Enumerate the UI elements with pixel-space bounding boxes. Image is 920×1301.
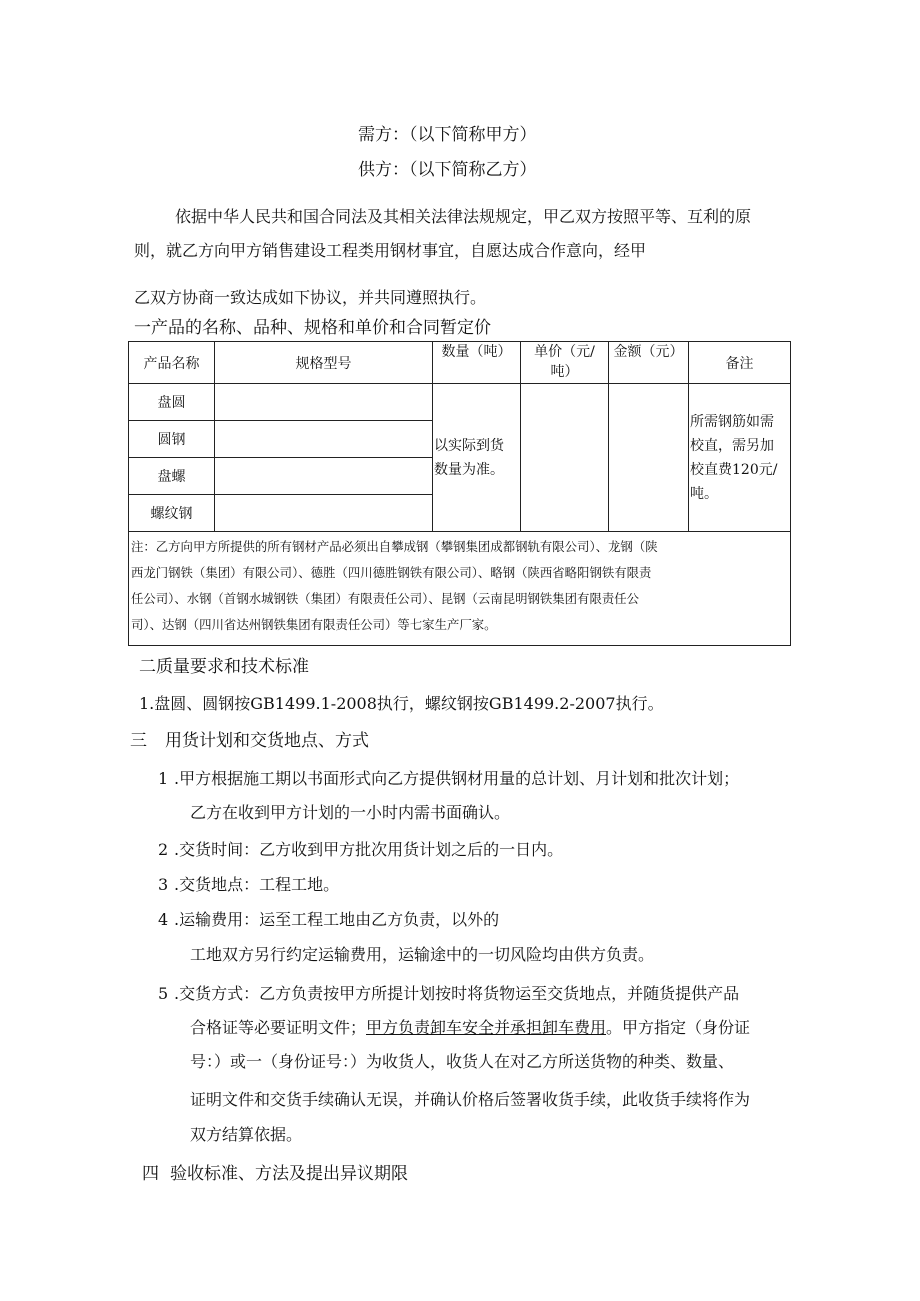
item-5-line-2-part-c: 。甲方指定（身份证 [606, 1018, 751, 1037]
intro-line-3: 乙双方协商一致达成如下协议，并共同遵照执行。 [134, 288, 487, 307]
remark-note-line-3: 校直费120元/ [690, 461, 778, 478]
product-row-name: 圆钢 [129, 421, 215, 458]
section-1-title: 一产品的名称、品种、规格和单价和合同暂定价 [134, 318, 491, 338]
buyer-line: 需方：（以下简称甲方） [358, 125, 537, 145]
section-4-number: 四 [142, 1164, 159, 1184]
remark-note-line-4: 吨。 [690, 485, 718, 502]
intro-line-2: 则，就乙方向甲方销售建设工程类用钢材事宜，自愿达成合作意向，经甲 [134, 241, 647, 260]
section-2-item-1: 1.盘圆、圆钢按GB1499.1-2008执行，螺纹钢按GB1499.2-2007执行。 [139, 694, 664, 713]
item-5-line-3: 号：）或一（身份证号：）为收货人，收货人在对乙方所送货物的种类、数量、 [190, 1052, 735, 1071]
remark-note-line-2: 校直，需另加 [690, 437, 774, 454]
item-5-line-5: 双方结算依据。 [190, 1125, 303, 1144]
item-number: 4 [158, 910, 169, 929]
item-4-line-1: .运输费用：运至工程工地由乙方负责，以外的 [174, 910, 500, 929]
seller-line: 供方：（以下简称乙方） [358, 160, 537, 180]
header-unit-price [521, 342, 609, 384]
header-remark: 备注 [689, 342, 791, 384]
section-3-title: 用货计划和交货地点、方式 [165, 731, 369, 751]
section-2-title: 二质量要求和技术标准 [139, 657, 309, 677]
product-price-table [128, 341, 791, 646]
item-4-line-2: 工地双方另行约定运输费用，运输途中的一切风险均由供方负责。 [190, 945, 655, 964]
header-unit-price-line-2: 吨） [550, 364, 579, 380]
product-row-name: 螺纹钢 [129, 495, 215, 532]
item-number: 3 [158, 875, 169, 894]
header-amount: 金额（元） [609, 342, 689, 384]
item-1-line-1: .甲方根据施工期以书面形式向乙方提供钢材用量的总计划、月计划和批次计划； [174, 769, 740, 788]
product-row-spec [215, 458, 433, 495]
item-number: 1 [158, 769, 169, 788]
header-quantity: 数量（吨） [433, 342, 521, 384]
item-5-line-2-part-a: 合格证等必要证明文件； [190, 1018, 367, 1037]
item-5-line-2 [190, 1017, 750, 1039]
manufacturer-note-line-2: 西龙门钢铁（集团）有限公司）、德胜（四川德胜钢铁有限公司）、略钢（陕西省略阳钢铁有限责 [131, 565, 652, 580]
manufacturer-note-line-3: 任公司）、水钢（首钢水城钢铁（集团）有限责任公司）、昆钢（云南昆明钢铁集团有限责任公 [131, 591, 640, 606]
item-5-line-4: 证明文件和交货手续确认无误，并确认价格后签署收货手续，此收货手续将作为 [190, 1090, 751, 1109]
manufacturer-note-line-1: 注：乙方向甲方所提供的所有钢材产品必须出自攀成钢（攀钢集团成都钢轨有限公司）、龙钢（陕 [131, 539, 658, 554]
remark-note [689, 384, 791, 532]
item-2-line-1: .交货时间：乙方收到甲方批次用货计划之后的一日内。 [174, 840, 564, 859]
manufacturer-note [129, 532, 791, 646]
item-1-line-2: 乙方在收到甲方计划的一小时内需书面确认。 [190, 803, 511, 822]
header-unit-price-line-1: 单价（元/ [534, 344, 595, 360]
amount-cell [609, 384, 689, 532]
product-row-name: 盘螺 [129, 458, 215, 495]
item-number: 2 [158, 840, 169, 859]
intro-line-1: 依据中华人民共和国合同法及其相关法律法规规定，甲乙双方按照平等、互利的原 [175, 207, 752, 226]
product-row-spec [215, 421, 433, 458]
product-row-spec [215, 495, 433, 532]
header-product-name: 产品名称 [129, 342, 215, 384]
manufacturer-note-line-4: 司）、达钢（四川省达州钢铁集团有限责任公司）等七家生产厂家。 [131, 617, 497, 632]
section-3-number: 三 [130, 731, 147, 751]
quantity-note [433, 384, 521, 532]
section-4-title: 验收标准、方法及提出异议期限 [170, 1164, 408, 1184]
header-spec: 规格型号 [215, 342, 433, 384]
product-row-spec [215, 384, 433, 421]
quantity-note-line-2: 数量为准。 [434, 461, 504, 478]
unloading-responsibility: 甲方负责卸车安全并承担卸车费用 [366, 1018, 607, 1037]
unit-price-cell [521, 384, 609, 532]
product-row-name: 盘圆 [129, 384, 215, 421]
quantity-note-line-1: 以实际到货 [434, 437, 504, 454]
item-5-line-1: .交货方式：乙方负责按甲方所提计划按时将货物运至交货地点，并随货提供产品 [174, 984, 740, 1003]
remark-note-line-1: 所需钢筋如需 [690, 413, 774, 430]
item-number: 5 [158, 984, 169, 1003]
item-3-line-1: .交货地点：工程工地。 [174, 875, 340, 894]
